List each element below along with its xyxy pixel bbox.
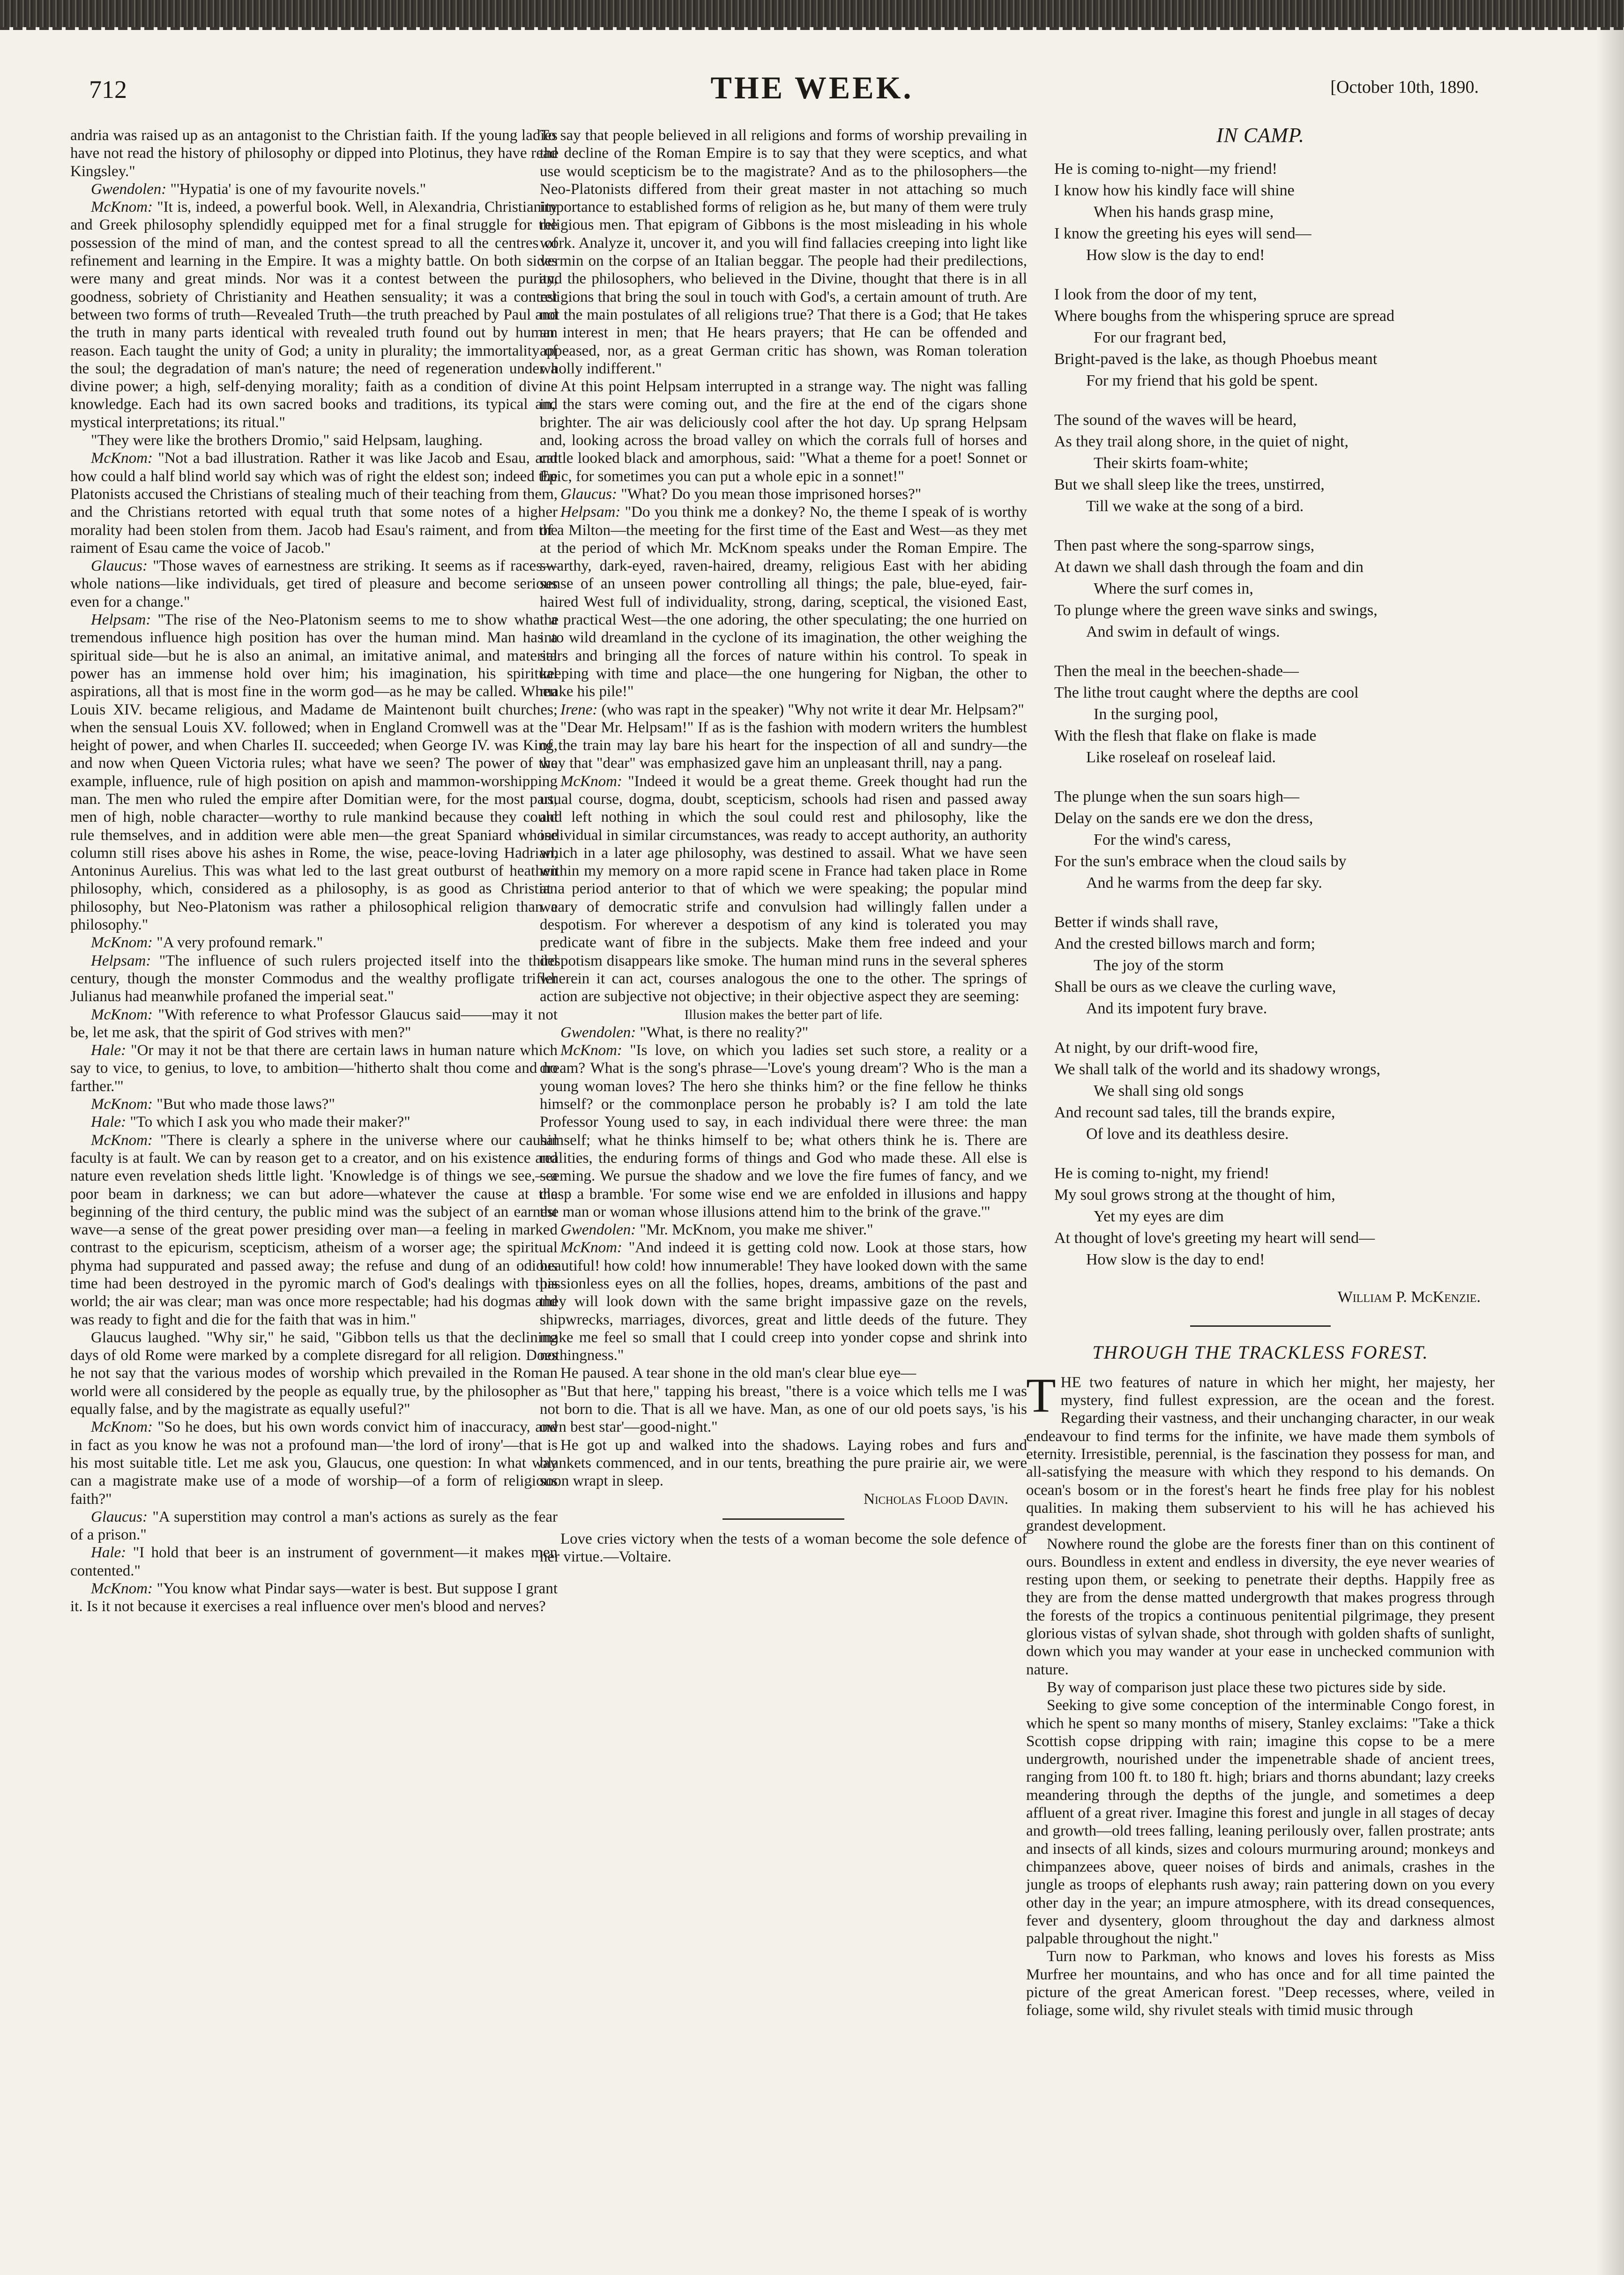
speech: "Mr. McKnom, you make me shiver."	[636, 1221, 873, 1239]
paragraph: To say that people believed in all religions and forms of worship prevailing in the decline of the Roman Empire is to say that they were sceptics, and what use would scepticism be to the magistrate? And as to the philosophers—the Neo-Platonists differed from their great master in not attaching so much importance to established forms of religion as he, but many of them were truly religious men. That epigram of Gibbons is the most misleading in his whole work. Analyze it, uncover it, and you will find fallacies creeping into light like vermin on the corpse of an Italian beggar. The people had their predilections, and the philosophers, who believed in the Divine, thought that there is in all religions that bring the soul in touch with God's, a certain amount of truth. Are not the main postulates of all religions true? That there is a God; that He takes an interest in men; that He hears prayers; that He can be offended and appeased, nor, as a great German critic has shown, was Roman toleration wholly indifferent."	[540, 127, 1027, 377]
poem-line: Then the meal in the beechen-shade—	[1054, 662, 1299, 680]
poem-stanza	[1054, 661, 1495, 768]
speaker: McKnom:	[560, 1239, 622, 1256]
quotation: Illusion makes the better part of life.	[684, 1007, 883, 1022]
speech: "Or may it not be that there are certain laws in human nature which say to vice, to genius, to love, to ambition—'hitherto shalt thou come and no farther.'"	[70, 1042, 558, 1095]
poem-line: I look from the door of my tent,	[1054, 286, 1257, 304]
speaker: Helpsam:	[91, 611, 151, 629]
paragraph	[540, 773, 1027, 1006]
speech: "But who made those laws?"	[152, 1096, 335, 1113]
poem-line: We shall talk of the world and its shadowy wrongs,	[1054, 1061, 1381, 1078]
paragraph	[540, 701, 1027, 719]
poem-line: And swim in default of wings.	[1086, 623, 1280, 641]
speech: "'Hypatia' is one of my favourite novels."	[166, 180, 426, 198]
speech: "What, is there no reality?"	[636, 1024, 809, 1041]
speech: "The influence of such rulers projected itself into the third century, though the monster Commodus and the wealthy profligate trifler Julianus had meanwhile profaned the imperial seat."	[70, 952, 558, 1005]
speaker: McKnom:	[91, 934, 153, 952]
speaker: Helpsam:	[91, 952, 151, 969]
speaker: Glaucus:	[91, 1508, 148, 1525]
page-header	[0, 66, 1624, 117]
paragraph	[70, 557, 558, 611]
speaker: Hale:	[91, 1544, 127, 1561]
poem-line: Of love and its deathless desire.	[1086, 1125, 1289, 1143]
article-text: HE two features of nature in which her might, her majesty, her mystery, find fullest expression, are the ocean and the forest. Regarding their vastness, and their unchanging character, in our weak endeavour to find terms for the infinite, we have made them symbols of eternity. Irresistible, perennial, is the fascination they possess for man, and all-satisfying the measure with which they respond to his demands. On ocean's bosom or in the forest's heart he finds free play for his noblest qualities. In making them subservient to his will he has achieved his grandest development.	[1026, 1374, 1495, 1535]
paragraph	[70, 180, 558, 198]
speech: "So he does, but his own words convict him of inaccuracy, and in fact as you know he was not a profound man—'the lord of irony'—that is his most suitable title. Let me ask you, Glaucus, one question: In what way can a magistrate make use of a mode of worship—of a form of religious faith?"	[70, 1419, 558, 1508]
poem-line: Like roseleaf on roseleaf laid.	[1086, 749, 1276, 766]
speaker: McKnom:	[91, 1006, 153, 1023]
column-1	[70, 126, 558, 1616]
speech: "With reference to what Professor Glaucus said——may it not be, let me ask, that the spirit of God strives with men?"	[70, 1006, 558, 1041]
paragraph	[70, 449, 558, 557]
top-border-band	[0, 0, 1624, 27]
speaker: Gwendolen:	[91, 180, 167, 198]
poem-line: Where boughs from the whispering spruce are spread	[1054, 307, 1395, 325]
poem-stanza	[1054, 158, 1495, 266]
issue-date: [October 10th, 1890.	[1330, 77, 1479, 97]
paragraph	[70, 1041, 558, 1095]
speech: "A superstition may control a man's actions as surely as the fear of a prison."	[70, 1508, 558, 1544]
poem-line: He is coming to-night, my friend!	[1054, 1165, 1269, 1182]
poem-line: The lithe trout caught where the depths are cool	[1054, 684, 1359, 702]
paragraph: Nowhere round the globe are the forests finer than on this continent of ours. Boundless in extent and endless in diversity, the eye never wearies of resting upon them, or seeking to penetrate their depths. Happily free as they are from the dense matted undergrowth that makes progress through the forests of the tropics a continuous penitential pilgrimage, they present glorious vistas of sylvan shade, shot through with golden shafts of sunlight, down which you may wander at your ease in unchecked communion with nature.	[1026, 1535, 1495, 1678]
poem-title: IN CAMP.	[1216, 124, 1305, 147]
paragraph	[70, 952, 558, 1006]
speaker: McKnom:	[91, 1131, 153, 1149]
poem-stanza	[1054, 409, 1495, 517]
poem-stanza	[1054, 284, 1495, 392]
paragraph	[70, 1006, 558, 1042]
page-number: 712	[89, 75, 127, 104]
speaker: Gwendolen:	[560, 1221, 636, 1239]
poem-line: As they trail along shore, in the quiet of night,	[1054, 433, 1348, 451]
speaker: Gwendolen:	[560, 1024, 636, 1041]
speech: "Indeed it would be a great theme. Greek thought had run the usual course, dogma, doubt, scepticism, schools had risen and passed away and left nothing in which the soul could rest and philosophy, like the individual in similar circumstances, was ready to accept authority, an authority which in a later age philosophy, was destined to assail. What we have seen within my memory on a more rapid scene in France had taken place in Rome at a period anterior to that of which we were speaking; the popular mind weary of democratic strife and convulsion had willingly fallen under a despotism. For wherever a despotism of any kind is tolerated you may predicate want of fibre in the subjects. Make them free indeed and your despotism disappears like smoke. The human mind runs in the several spheres wherein it can act, courses analogous the one to the other. The springs of action are subjective not objective; in their objective aspect they are seeming:	[540, 773, 1027, 1005]
paragraph	[540, 1221, 1027, 1239]
poem-line: How slow is the day to end!	[1086, 246, 1265, 264]
speaker: McKnom:	[91, 199, 153, 216]
poem-signature: William P. McKenzie.	[1337, 1288, 1481, 1306]
paragraph	[70, 1544, 558, 1580]
speech: "The rise of the Neo-Platonism seems to me to show what a tremendous influence high position has over the human mind. Man has a spiritual side—but he is also an animal, an imitative animal, and material power has an immense hold over him; his imagination, his spiritual aspirations, all that is most fine in the worm god—as he may be called. When Louis XIV. became religious, and Madame de Maintenont built churches; when the sensual Louis XV. followed; when in England Cromwell was at the height of power, and when Charles II. succeeded; when George IV. was King, and now when Queen Victoria rules; what have we seen? The power of the example, influence, rule of high position on apish and mammon-worshipping man. The men who ruled the empire after Domitian were, for the most part, men of high, noble character—worthy to rule mankind because they could rule themselves, and in addition were able men—the great Spaniard whose column still rises above his ashes in Rome, the wise, peace-loving Hadrian, Antoninus Aurelius. This was what led to the last great outburst of heathen philosophy, which, considered as a philosophy, is as good as Christian philosophy, but Neo-Platonism was rather a philosophical religion than a philosophy."	[70, 611, 558, 934]
author-signature: Nicholas Flood Davin.	[864, 1490, 1008, 1508]
poem-line: I know the greeting his eyes will send—	[1054, 225, 1311, 243]
paragraph	[70, 1508, 558, 1544]
speech: "Do you think me a donkey? No, the theme I speak of is worthy of a Milton—the meeting for the first time of the East and West—as they met at the period of which Mr. McKnom speaks under the Roman Empire. The swarthy, dark-eyed, raven-haired, dreamy, religious East with her abiding sense of an unseen power controlling all things; the pale, blue-eyed, fair-haired West full of individuality, strong, daring, sceptical, the visioned East, the practical West—the one adoring, the other speculating; the one hurried on into wild dreamland in the cyclone of its imagination, the other weighing the stars and bringing all the forces of nature within his control. To speak in keeping with time and place—the one hungering for Nigban, the other to make his pile!"	[540, 504, 1027, 700]
poem-line: Their skirts foam-white;	[1094, 454, 1249, 472]
divider	[1190, 1325, 1331, 1327]
paragraph	[540, 1041, 1027, 1221]
speaker: Hale:	[91, 1114, 127, 1131]
paragraph: He got up and walked into the shadows. Laying robes and furs and blankets commenced, and in our tents, breathing the pure prairie air, we were soon wrapt in sleep.	[540, 1436, 1027, 1490]
poem-line: And the crested billows march and form;	[1054, 935, 1316, 953]
poem-line: For the wind's caress,	[1094, 831, 1231, 849]
paragraph: "But that here," tapping his breast, "there is a voice which tells me I was not born to die. That is all we have. Man, as one of our old poets says, 'is his own best star'—good-night."	[540, 1383, 1027, 1436]
page-edge-shadow	[1596, 0, 1624, 2275]
paragraph	[70, 1113, 558, 1131]
paragraph	[540, 1024, 1027, 1041]
paragraph	[70, 1418, 558, 1508]
paragraph: "They were like the brothers Dromio," said Helpsam, laughing.	[91, 432, 483, 449]
column-3	[1026, 126, 1495, 2020]
poem-line: And its impotent fury brave.	[1086, 1000, 1267, 1018]
poem	[1026, 158, 1495, 1271]
poem-stanza	[1054, 786, 1495, 894]
poem-line: At thought of love's greeting my heart will send—	[1054, 1229, 1375, 1247]
poem-stanza	[1054, 912, 1495, 1019]
poem-line: And recount sad tales, till the brands expire,	[1054, 1104, 1335, 1122]
poem-line: In the surging pool,	[1094, 706, 1218, 723]
poem-line: The joy of the storm	[1094, 957, 1224, 974]
poem-line: At night, by our drift-wood fire,	[1054, 1039, 1259, 1057]
poem-line: Bright-paved is the lake, as though Phoebus meant	[1054, 350, 1378, 368]
poem-line: To plunge where the green wave sinks and swings,	[1054, 602, 1378, 619]
paragraph: Seeking to give some conception of the interminable Congo forest, in which he spent so many months of misery, Stanley exclaims: "Take a thick Scottish copse dripping with rain; imagine this copse to be a mere undergrowth, nourished under the impenetrable shade of ancient trees, ranging from 100 ft. to 180 ft. high; briars and thorns abundant; lazy creeks meandering through the depths of the jungle, and sometimes a deep affluent of a great river. Imagine this forest and jungle in all stages of decay and growth—old trees falling, leaning perilously over, fallen prostrate; ants and insects of all kinds, sizes and colours murmuring around; monkeys and chimpanzees above, queer noises of birds and animals, crashes in the jungle as troops of elephants rush away; rain pattering down on you every other day in the year; an impure atmosphere, with its dread consequences, fever and dysentery, gloom throughout the day and darkness almost palpable throughout the night."	[1026, 1697, 1495, 1948]
poem-line: How slow is the day to end!	[1086, 1251, 1265, 1269]
speech: (who was rapt in the speaker) "Why not write it dear Mr. Helpsam?"	[597, 701, 1024, 718]
paragraph: Glaucus laughed. "Why sir," he said, "Gibbon tells us that the declining days of old Rome were marked by a complete disregard for all religion. Does he not say that the various modes of worship which prevailed in the Roman world were all considered by the people as equally true, by the philosopher as equally false, and by the magistrate as equally useful?"	[70, 1329, 558, 1418]
top-border-line	[0, 27, 1624, 30]
poem-line: Till we wake at the song of a bird.	[1086, 498, 1304, 515]
paragraph: At this point Helpsam interrupted in a strange way. The night was falling in, the stars were coming out, and the fire at the end of the cigars shone brighter. The air was deliciously cool after the hot day. Up sprang Helpsam and, looking across the broad valley on which the corrals full of horses and cattle looked black and amorphous, said: "What a theme for a poet! Sonnet or Epic, for sometimes you can put a whole epic in a sonnet!"	[540, 378, 1027, 485]
poem-line: When his hands grasp mine,	[1094, 203, 1274, 221]
speech: "There is clearly a sphere in the universe where our causal faculty is at fault. We can by reason get to a creator, and on his existence and nature even revelation sheds little light. 'Knowledge is of things we see,—a poor beam in darkness; we can but adore—whatever the cause at the beginning of the third century, the public mind was the subject of an earnest wave—a sense of the great power presiding over man—a feeling in marked contrast to the epicurism, scepticism, atheism of a worser age; the spiritual phyma had suppurated and passed away; the refuse and dung of an odious time had been destroyed in the pyromic march of God's dealings with this world; the air was clear; man was once more respectable; had his dogmas and was ready to fight and die for the faith that was in him."	[70, 1131, 558, 1328]
masthead-title: THE WEEK.	[710, 70, 914, 105]
speaker: Glaucus:	[91, 558, 148, 575]
poem-line: Then past where the song-sparrow sings,	[1054, 537, 1315, 555]
paragraph	[70, 1580, 558, 1616]
poem-line: The sound of the waves will be heard,	[1054, 411, 1297, 429]
column-2	[540, 126, 1027, 1566]
poem-line: Yet my eyes are dim	[1094, 1208, 1224, 1226]
speaker: McKnom:	[91, 1096, 153, 1113]
poem-line: Shall be ours as we cleave the curling wave,	[1054, 978, 1336, 996]
speaker: McKnom:	[91, 450, 153, 467]
poem-line: But we shall sleep like the trees, unstirred,	[1054, 476, 1325, 494]
paragraph	[540, 503, 1027, 700]
speech: "Those waves of earnestness are striking. It seems as if races—whole nations—like individuals, get tired of pleasure and become serious even for a change."	[70, 558, 558, 610]
paragraph	[1026, 1368, 1495, 1535]
paragraph	[540, 1239, 1027, 1364]
speech: "A very profound remark."	[152, 934, 323, 952]
speaker: McKnom:	[560, 773, 622, 790]
poem-line: Better if winds shall rave,	[1054, 914, 1219, 931]
drop-cap: T	[1026, 1368, 1056, 1422]
paragraph: Turn now to Parkman, who knows and loves his forests as Miss Murfree her mountains, and who has once and for all time painted the picture of the great American forest. "Deep recesses, where, veiled in foliage, some wild, shy rivulet steals with timid music through	[1026, 1948, 1495, 2019]
speaker: McKnom:	[560, 1042, 622, 1059]
poem-line: The plunge when the sun soars high—	[1054, 788, 1300, 806]
poem-line: And he warms from the deep far sky.	[1086, 874, 1322, 892]
poem-line: For the sun's embrace when the cloud sails by	[1054, 853, 1347, 870]
poem-line: For our fragrant bed,	[1094, 329, 1227, 347]
epigram: Love cries victory when the tests of a woman become the sole defence of her virtue.—Voltaire.	[540, 1530, 1027, 1566]
speaker: Helpsam:	[560, 504, 621, 521]
paragraph	[70, 1095, 558, 1113]
speech: "And indeed it is getting cold now. Look at those stars, how beautiful! how cold! how innumerable! They have looked down with the same passionless eyes on all the follies, hopes, dreams, ambitions of the past and they will look down with the same bright impassive gaze on the revels, shipwrecks, marriages, divorces, great and little deeds of the future. They make me feel so small that I could creep into yonder copse and shrink into nothingness."	[540, 1239, 1027, 1364]
paragraph	[70, 934, 558, 952]
speaker: McKnom:	[91, 1419, 153, 1436]
poem-line: I know how his kindly face will shine	[1054, 182, 1295, 200]
poem-stanza	[1054, 1037, 1495, 1145]
poem-stanza	[1054, 1163, 1495, 1271]
divider	[723, 1518, 844, 1520]
paragraph: andria was raised up as an antagonist to the Christian faith. If the young ladies have not read the history of philosophy or dipped into Plotinus, they have read Kingsley."	[70, 127, 558, 180]
poem-line: Where the surf comes in,	[1094, 580, 1253, 598]
poem-line: Delay on the sands ere we don the dress,	[1054, 810, 1313, 827]
speaker: McKnom:	[91, 1580, 153, 1598]
speech: "Is love, on which you ladies set such store, a reality or a dream? What is the song's phrase—'Love's young dream'? Who is the man a young woman loves? The hero she thinks him? or the fine fellow he thinks himself? or the commonplace person he probably is? I am told the late Professor Young used to say, in each individual there were three: the man himself; what he thinks himself to be; what others think he is. There are realities, the enduring forms of things and God who made these. All else is seeming. We pursue the shadow and we love the fire fumes of fancy, and we clasp a bramble. 'For some wise end we are enfolded in illusions and happy the man or woman whose illusions attend him to the brink of the grave.'"	[540, 1042, 1027, 1220]
paragraph	[70, 1131, 558, 1329]
poem-line: For my friend that his gold be spent.	[1086, 372, 1318, 390]
poem-line: With the flesh that flake on flake is made	[1054, 727, 1317, 745]
poem-line: We shall sing old songs	[1094, 1082, 1244, 1100]
paragraph: "Dear Mr. Helpsam!" If as is the fashion with modern writers the humblest of the train may lay bare his heart for the inspection of all and sundry—the way that "dear" was emphasized gave him an unpleasant thrill, nay a pang.	[540, 719, 1027, 772]
poem-line: He is coming to-night—my friend!	[1054, 160, 1277, 178]
article-title: THROUGH THE TRACKLESS FOREST.	[1092, 1341, 1429, 1363]
speech: "To which I ask you who made their maker?"	[126, 1114, 410, 1131]
speaker: Glaucus:	[560, 485, 617, 503]
paragraph	[70, 611, 558, 934]
paragraph	[70, 198, 558, 431]
speech: "Not a bad illustration. Rather it was like Jacob and Esau, and how could a half blind world say which was of right the eldest son; indeed the Platonists accused the Christians of stealing much of their teaching from them, and the Christians retorted with equal truth that some notes of a higher morality had been stolen from them. Jacob had Esau's raiment, and from the raiment of Esau came the voice of Jacob."	[70, 450, 558, 557]
poem-line: My soul grows strong at the thought of him,	[1054, 1186, 1335, 1204]
paragraph	[540, 485, 1027, 503]
speaker: Hale:	[91, 1042, 127, 1059]
speech: "It is, indeed, a powerful book. Well, in Alexandria, Christianity and Greek philosophy splendidly equipped met for a final struggle for the possession of the mind of man, and the contest spread to all the centres of refinement and learning in the Empire. It was a mighty battle. On both sides were many and great minds. Nor was it a contest between the purity, goodness, sobriety of Christianity and Heathen sensuality; it was a contest between two forms of truth—Revealed Truth—the truth preached by Paul and the truth in many parts identical with revealed truth found out by human reason. Each taught the unity of God; a unity in plurality; the immortality of the soul; the degradation of man's nature; the need of regeneration under a divine power; a high, self-denying morality; faith as a condition of divine knowledge. Each had its own sacred books and traditions, its typical and mystical interpretations; its ritual."	[70, 199, 558, 431]
speech: "What? Do you mean those imprisoned horses?"	[617, 485, 922, 503]
paragraph: He paused. A tear shone in the old man's clear blue eye—	[560, 1365, 916, 1382]
poem-stanza	[1054, 535, 1495, 643]
speaker: Irene:	[560, 701, 598, 718]
speech: "I hold that beer is an instrument of government—it makes men contented."	[70, 1544, 558, 1579]
poem-line: At dawn we shall dash through the foam and din	[1054, 558, 1364, 576]
speech: "You know what Pindar says—water is best. But suppose I grant it. Is it not because it exercises a real influence over men's blood and nerves?	[70, 1580, 558, 1615]
paragraph: By way of comparison just place these two pictures side by side.	[1047, 1679, 1446, 1696]
